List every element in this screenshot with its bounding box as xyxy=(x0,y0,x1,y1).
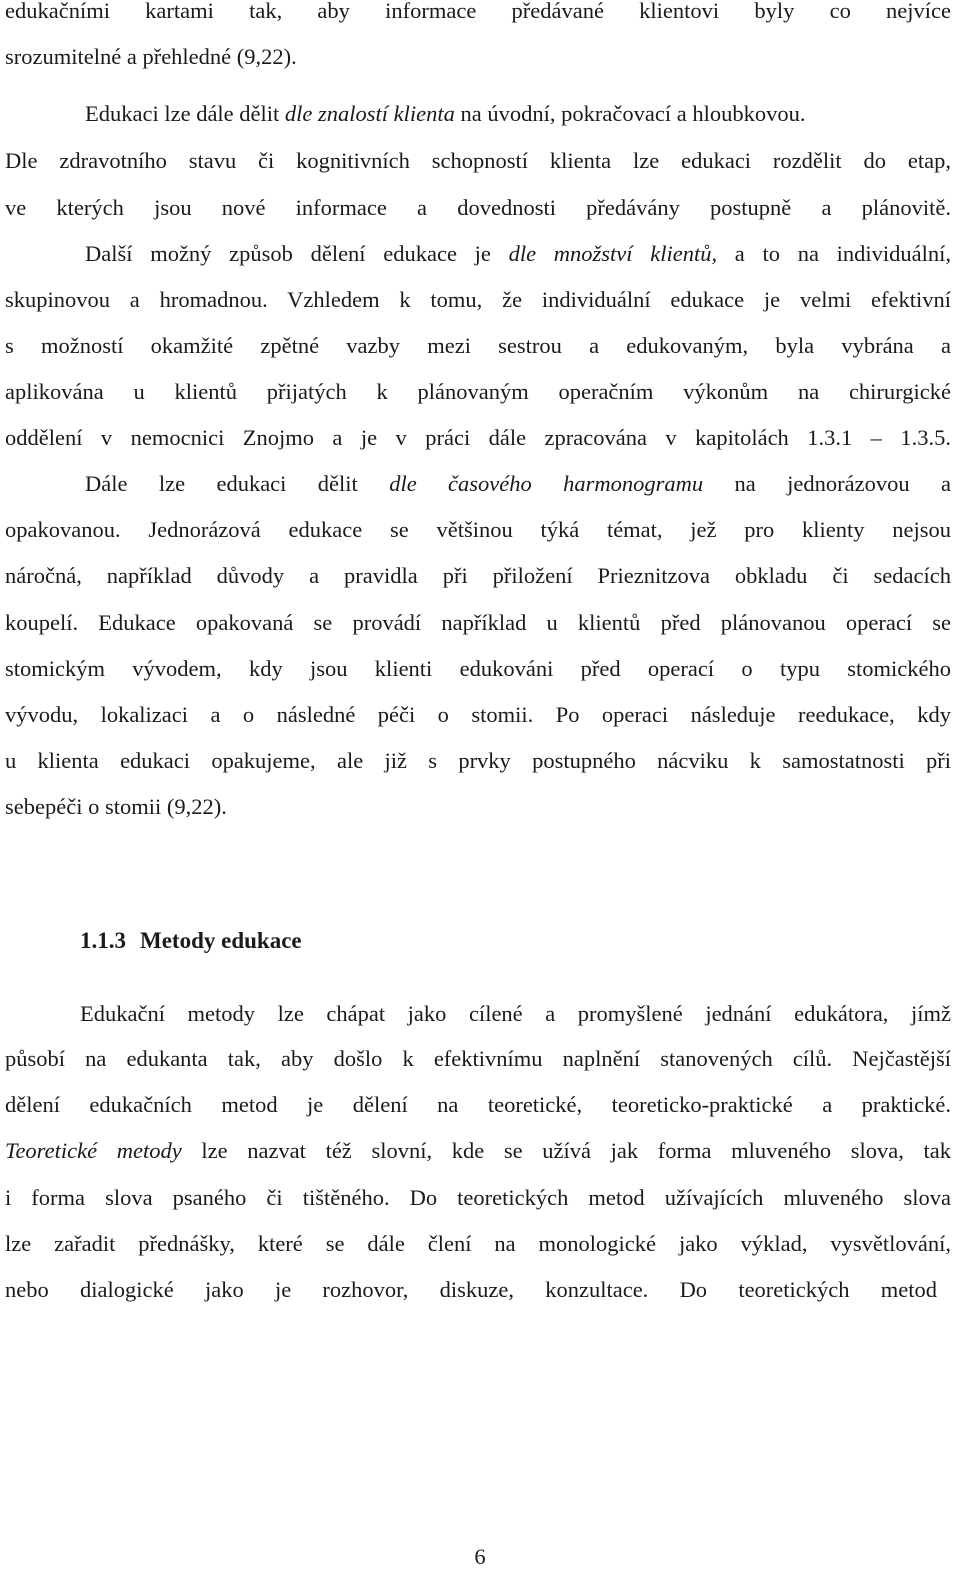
text-line: dělení edukačních metod je dělení na teoretické, teoreticko-praktické a praktické. xyxy=(5,1092,951,1117)
text-line xyxy=(85,469,951,499)
text-line: oddělení v nemocnici Znojmo a je v práci dále zpracována v kapitolách 1.3.1 – 1.3.5. xyxy=(5,425,951,450)
text-line: u klienta edukaci opakujeme, ale již s prvky postupného nácviku k samostatnosti při xyxy=(5,748,951,773)
text-line: Edukační metody lze chápat jako cílené a promyšlené jednání edukátora, jímž xyxy=(80,1001,951,1026)
italic-term: dle množství klientů, xyxy=(508,241,718,266)
text-span: Dále lze edukaci dělit xyxy=(85,471,390,496)
text-line: Dle zdravotního stavu či kognitivních schopností klienta lze edukaci rozdělit do etap, xyxy=(5,148,951,173)
text-span: Další možný způsob dělení edukace je xyxy=(85,241,509,266)
text-line: i forma slova psaného či tištěného. Do teoretických metod užívajících mluveného slova xyxy=(5,1185,951,1210)
text-line: stomickým vývodem, kdy jsou klienti edukováni před operací o typu stomického xyxy=(5,656,951,681)
text-line: aplikována u klientů přijatých k plánovaným operačním výkonům na chirurgické xyxy=(5,379,951,404)
section-title: Metody edukace xyxy=(140,928,302,953)
text-line: koupelí. Edukace opakovaná se provádí například u klientů před plánovanou operací se xyxy=(5,610,951,635)
text-span: na úvodní, pokračovací a hloubkovou. xyxy=(454,101,806,126)
text-span: lze nazvat též slovní, kde se užívá jak forma mluveného slova, tak xyxy=(181,1138,952,1163)
page-number: 6 xyxy=(474,1544,486,1569)
text-line: ve kterých jsou nové informace a dovednosti předávány postupně a plánovitě. xyxy=(5,195,951,220)
text-line: edukačními kartami tak, aby informace předávané klientovi byly co nejvíce xyxy=(5,0,951,23)
text-line: skupinovou a hromadnou. Vzhledem k tomu, že individuální edukace je velmi efektivní xyxy=(5,287,951,312)
section-number: 1.1.3 xyxy=(80,928,126,953)
text-line: srozumitelné a přehledné (9,22). xyxy=(5,44,297,69)
italic-term: dle časového harmonogramu xyxy=(389,471,704,496)
text-line: nebo dialogické jako je rozhovor, diskuze, konzultace. Do teoretických metod xyxy=(5,1277,937,1302)
text-line: opakovanou. Jednorázová edukace se většinou týká témat, jež pro klienty nejsou xyxy=(5,517,951,542)
text-line: vývodu, lokalizaci a o následné péči o stomii. Po operaci následuje reedukace, kdy xyxy=(5,702,951,727)
text-span: Edukaci lze dále dělit xyxy=(85,101,285,126)
text-line: náročná, například důvody a pravidla při přiložení Prieznitzova obkladu či sedacích xyxy=(5,563,951,588)
text-span: na jednorázovou a xyxy=(703,471,951,496)
text-line xyxy=(85,239,951,269)
section-heading xyxy=(80,926,302,956)
italic-term: dle znalostí klienta xyxy=(284,101,455,126)
text-line: sebepéči o stomii (9,22). xyxy=(5,794,227,819)
italic-term: Teoretické metody xyxy=(5,1138,182,1163)
text-line: s možností okamžité zpětné vazby mezi sestrou a edukovaným, byla vybrána a xyxy=(5,333,951,358)
text-span: a to na individuální, xyxy=(717,241,952,266)
text-line xyxy=(85,99,951,129)
text-line: působí na edukanta tak, aby došlo k efektivnímu naplnění stanovených cílů. Nejčastější xyxy=(5,1046,951,1071)
text-line: lze zařadit přednášky, které se dále člení na monologické jako výklad, vysvětlování, xyxy=(5,1231,951,1256)
text-line xyxy=(5,1136,951,1166)
